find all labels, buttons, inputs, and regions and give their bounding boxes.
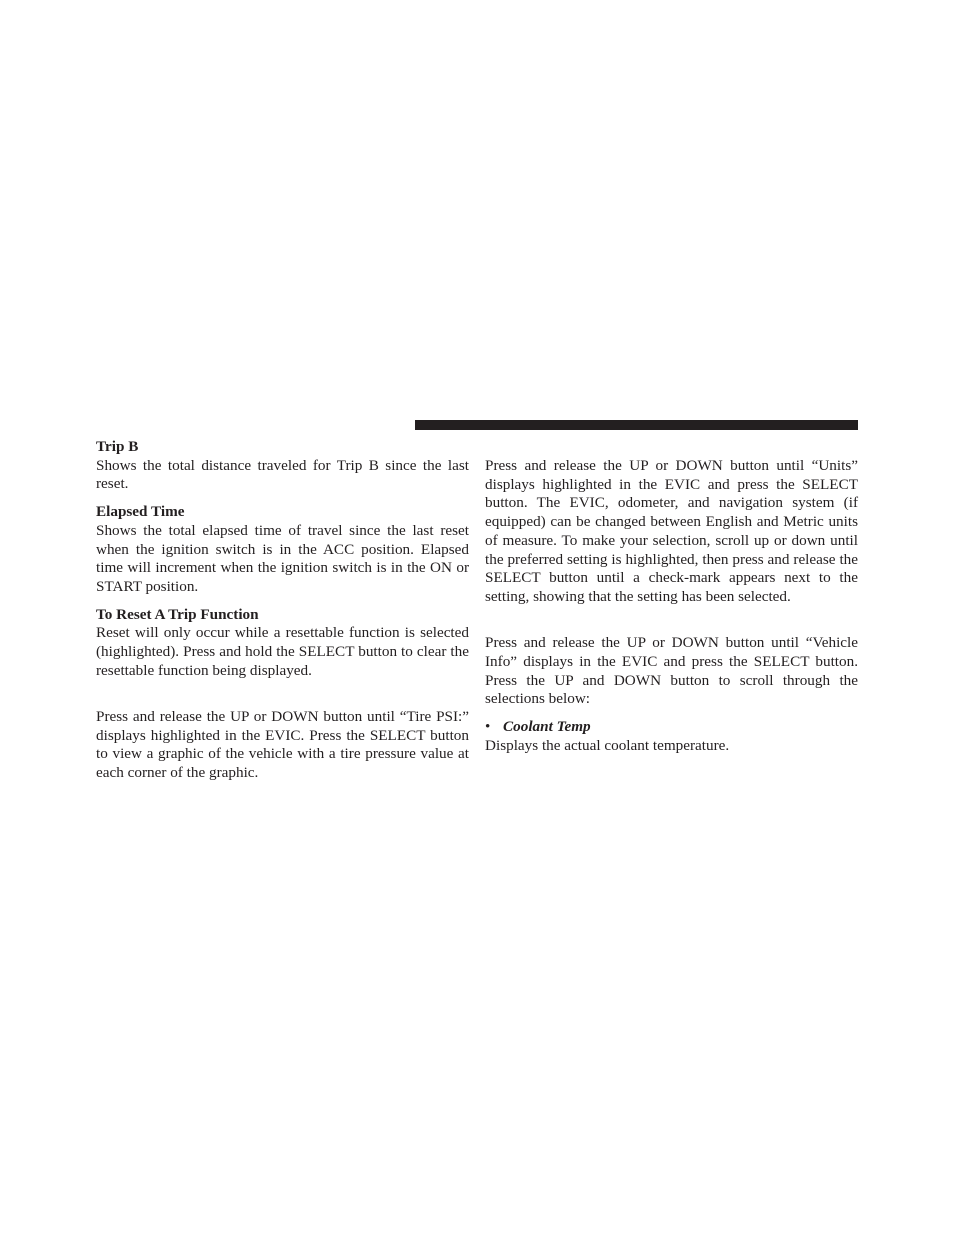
right-column <box>485 457 858 755</box>
units-text: Press and release the UP or DOWN button until “Units” displays highlighted in the EVIC and press the SELECT button. The EVIC, odometer, and navigation system (if equipped) can be changed between English and Metric units of measure. To make your selection, scroll up or down until the preferred setting is highlighted, then press and release the SELECT button until a check-mark appears next to the setting, showing that the setting has been selected. <box>485 457 858 605</box>
coolant-temp-text: Displays the actual coolant temperature. <box>485 736 730 754</box>
vehicle-info-text: Press and release the UP or DOWN button until “Vehicle Info” displays in the EVIC and press the SELECT button. Press the UP and DOWN button to scroll through the selections below: <box>485 634 858 708</box>
reset-trip-text: Reset will only occur while a resettable function is selected (highlighted). Press and hold the SELECT button to clear the resettable function being displayed. <box>96 624 469 679</box>
section-header-bar <box>415 420 858 430</box>
trip-b-heading: Trip B <box>96 438 139 455</box>
coolant-temp-label: Coolant Temp <box>503 717 591 735</box>
elapsed-time-heading: Elapsed Time <box>96 503 185 521</box>
tire-psi-text: Press and release the UP or DOWN button until “Tire PSI:” displays highlighted in the EVIC. Press the SELECT button to view a graphic of the vehicle with a tire pressure value at each corner of the graphic. <box>96 707 469 782</box>
elapsed-time-text: Shows the total elapsed time of travel since the last reset when the ignition switch is in the ACC position. Elapsed time will increment when the ignition switch is in the ON or START position. <box>96 521 469 595</box>
bullet-icon: • <box>485 717 491 735</box>
left-column <box>96 438 469 783</box>
trip-b-text: Shows the total distance traveled for Trip B since the last reset. <box>96 456 469 493</box>
reset-trip-heading: To Reset A Trip Function <box>96 605 259 623</box>
coolant-temp-item <box>485 718 858 737</box>
